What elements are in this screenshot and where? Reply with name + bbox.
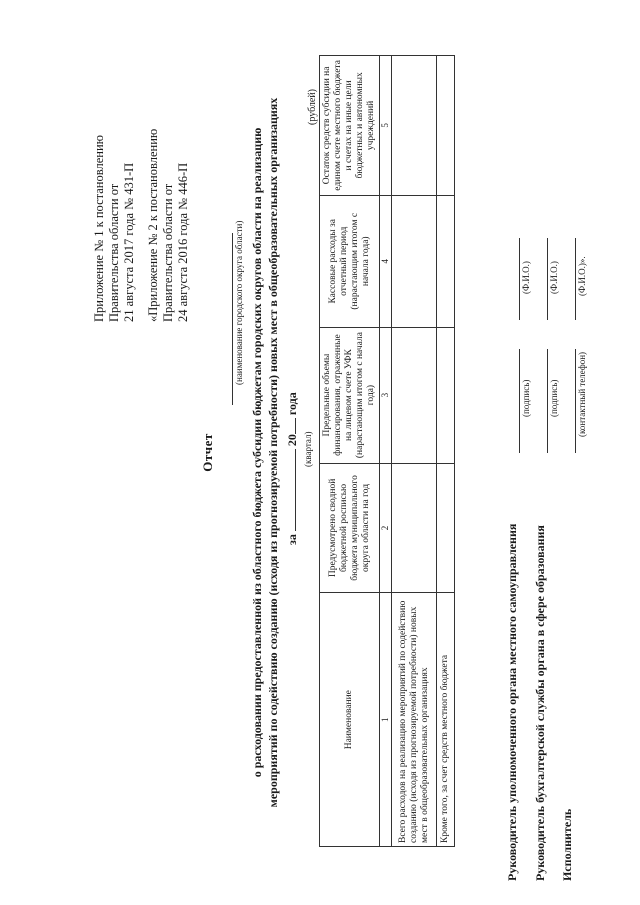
header-planned: Предусмотрено сводной бюджетной росписью бюджета муниципального округа области на год xyxy=(320,463,380,593)
column-number: 2 xyxy=(380,463,392,593)
table-cell xyxy=(392,463,437,593)
table-cell xyxy=(437,56,455,196)
appendix-line-3: 21 августа 2017 года № 431-П xyxy=(122,162,136,322)
table-cell xyxy=(437,463,455,593)
column-number: 4 xyxy=(380,195,392,327)
period-year-suffix: года xyxy=(285,392,299,416)
year-blank xyxy=(284,418,296,434)
signature-line xyxy=(547,349,548,453)
period-prefix: за xyxy=(285,534,299,545)
heading-line-1: о расходовании предоставленной из областного бюджета субсидии бюджетам городских округов области на реализацию xyxy=(250,127,264,778)
table-cell xyxy=(392,195,437,327)
page-title: Отчет xyxy=(200,433,215,472)
table-header-row xyxy=(320,56,380,847)
signature-line xyxy=(519,349,520,453)
signature-caption: (подпись) xyxy=(549,379,559,417)
region-name-line xyxy=(232,233,233,405)
fio-caption-end: (Ф.И.О.)». xyxy=(577,256,587,296)
signature-accounting-label: Руководитель бухгалтерской службы органа в сфере образования xyxy=(533,525,547,881)
report-table xyxy=(319,55,455,847)
heading-line-2: мероприятий по содействию созданию (исходя из прогнозируемой потребности) новых мест в общеобразовательных организациях xyxy=(266,97,280,808)
signature-head-label: Руководитель уполномоченного органа местного самоуправления xyxy=(505,523,519,881)
column-number: 3 xyxy=(380,327,392,463)
fio-line xyxy=(547,238,548,320)
fio-line xyxy=(575,238,576,320)
phone-line xyxy=(575,349,576,453)
phone-caption: (контактный телефон) xyxy=(577,351,587,437)
period-caption: (квартал) xyxy=(303,431,313,467)
fio-caption: (Ф.И.О.) xyxy=(549,261,559,294)
table-cell xyxy=(437,195,455,327)
row-label-local: Кроме того, за счет средств местного бюджета xyxy=(437,593,455,847)
appendix-line-2: Правительства области от xyxy=(107,183,121,322)
appendix-line-5: Правительства области от xyxy=(161,183,175,322)
table-cell xyxy=(437,327,455,463)
column-number: 5 xyxy=(380,56,392,196)
table-cell xyxy=(392,327,437,463)
unit-label: (рублей) xyxy=(307,88,318,125)
row-label-total: Всего расходов на реализацию мероприятий по содействию созданию (исходя из прогнозируемой потребности) новых мест в общеобразовательных организациях xyxy=(392,593,437,847)
appendix-line-6: 24 августа 2016 года № 446-П xyxy=(176,162,190,322)
table-column-numbers xyxy=(380,56,392,847)
report-period xyxy=(284,392,300,545)
table-cell xyxy=(392,56,437,196)
signature-caption: (подпись) xyxy=(521,379,531,417)
quarter-blank xyxy=(284,449,296,531)
appendix-block xyxy=(92,129,191,322)
header-name: Наименование xyxy=(320,593,380,847)
fio-caption: (Ф.И.О.) xyxy=(521,261,531,294)
period-year-prefix: 20 xyxy=(285,434,299,447)
table-row xyxy=(437,56,455,847)
appendix-line-1: Приложение № 1 к постановлению xyxy=(92,135,106,322)
column-number: 1 xyxy=(380,593,392,847)
executor-label: Исполнитель xyxy=(560,808,574,881)
header-limits: Предельные объемы финансирования, отраженные на лицевом счете УФК (нарастающим итогом с начала года) xyxy=(320,327,380,463)
table-row xyxy=(392,56,437,847)
header-balance: Остаток средств субсидии на едином счете местного бюджета и счетах на иные цели бюджетных и автономных учреждений xyxy=(320,56,380,196)
appendix-line-4: «Приложение № 2 к постановлению xyxy=(146,128,160,322)
header-cash-expenses: Кассовые расходы за отчетный период (нарастающим итогом с начала года) xyxy=(320,195,380,327)
region-caption: (наименование городского округа области) xyxy=(234,220,244,385)
fio-line xyxy=(519,238,520,320)
